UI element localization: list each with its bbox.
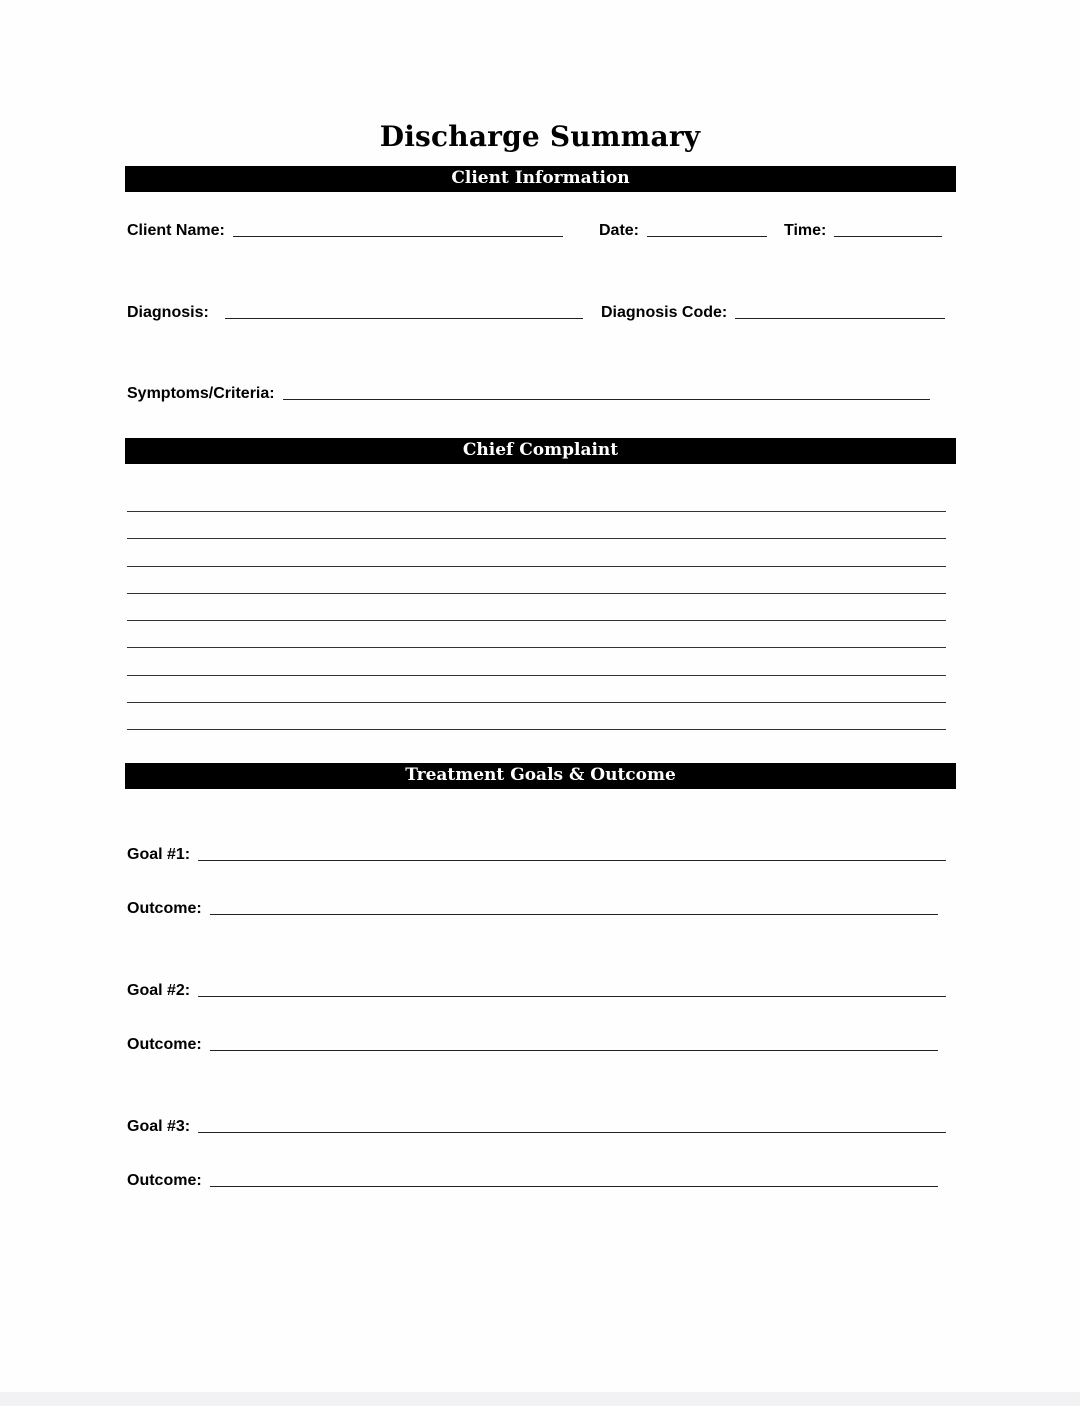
diagnosis-line[interactable] [225, 318, 583, 319]
client-name-field[interactable] [127, 222, 563, 240]
outcome-2-line[interactable] [210, 1050, 938, 1051]
document-title: Discharge Summary [379, 120, 701, 153]
date-field[interactable] [599, 222, 767, 240]
chief-complaint-line[interactable] [127, 729, 946, 730]
section-header-chief-complaint: Chief Complaint [125, 438, 956, 464]
chief-complaint-line[interactable] [127, 566, 946, 567]
outcome-2-field[interactable] [127, 1036, 938, 1054]
chief-complaint-line[interactable] [127, 538, 946, 539]
chief-complaint-line[interactable] [127, 675, 946, 676]
goal-1-field[interactable] [127, 846, 946, 864]
outcome-1-field[interactable] [127, 900, 938, 918]
section-header-client-information: Client Information [125, 166, 956, 192]
time-line[interactable] [834, 236, 942, 237]
chief-complaint-line[interactable] [127, 593, 946, 594]
symptoms-criteria-line[interactable] [283, 399, 930, 400]
goal-3-field[interactable] [127, 1118, 946, 1136]
diagnosis-code-field[interactable] [601, 304, 945, 322]
diagnosis-code-label: Diagnosis Code: [601, 304, 728, 321]
goal-2-label: Goal #2: [127, 982, 191, 999]
chief-complaint-line[interactable] [127, 511, 946, 512]
goal-2-field[interactable] [127, 982, 946, 1000]
goal-2-line[interactable] [198, 996, 946, 997]
symptoms-criteria-field[interactable] [127, 385, 930, 403]
bottom-strip [0, 1392, 1080, 1406]
goal-1-line[interactable] [198, 860, 946, 861]
outcome-3-line[interactable] [210, 1186, 938, 1187]
goal-3-line[interactable] [198, 1132, 946, 1133]
goal-1-label: Goal #1: [127, 846, 191, 863]
client-name-label: Client Name: [127, 222, 225, 239]
outcome-2-label: Outcome: [127, 1036, 202, 1053]
date-line[interactable] [647, 236, 767, 237]
symptoms-criteria-label: Symptoms/Criteria: [127, 385, 275, 402]
section-header-treatment-goals: Treatment Goals & Outcome [125, 763, 956, 789]
diagnosis-field[interactable] [127, 304, 583, 322]
goal-3-label: Goal #3: [127, 1118, 191, 1135]
outcome-3-field[interactable] [127, 1172, 938, 1190]
chief-complaint-line[interactable] [127, 647, 946, 648]
outcome-3-label: Outcome: [127, 1172, 202, 1189]
date-label: Date: [599, 222, 640, 239]
chief-complaint-line[interactable] [127, 702, 946, 703]
diagnosis-code-line[interactable] [735, 318, 945, 319]
client-name-line[interactable] [233, 236, 563, 237]
time-label: Time: [784, 222, 827, 239]
outcome-1-line[interactable] [210, 914, 938, 915]
outcome-1-label: Outcome: [127, 900, 202, 917]
diagnosis-label: Diagnosis: [127, 304, 209, 321]
time-field[interactable] [784, 222, 942, 240]
chief-complaint-line[interactable] [127, 620, 946, 621]
